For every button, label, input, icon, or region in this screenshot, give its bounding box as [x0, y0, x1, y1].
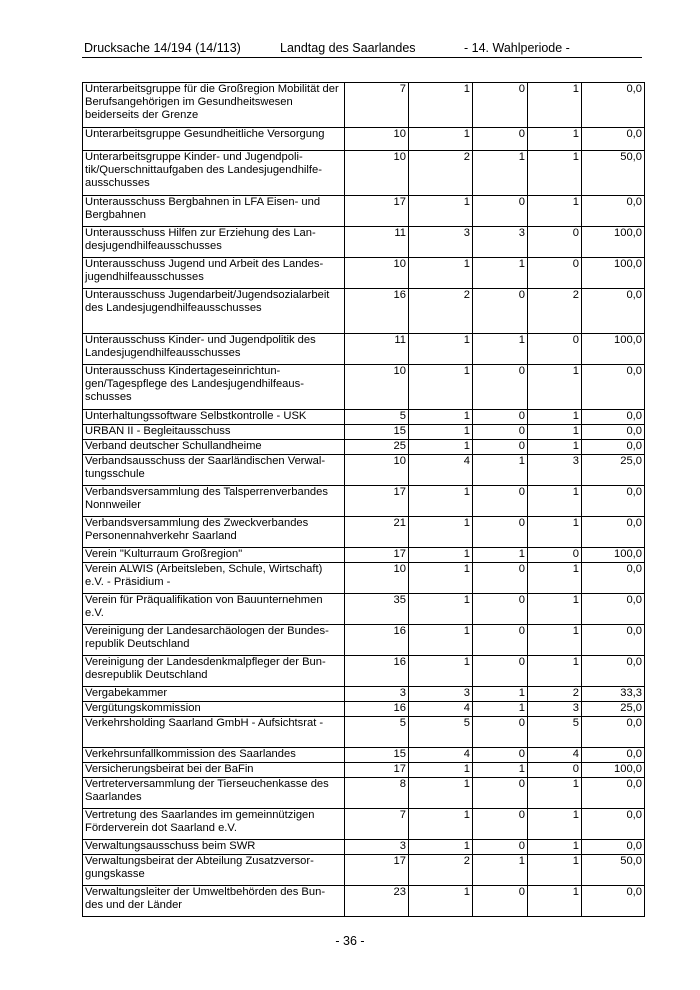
women-count-cell: 0 [473, 410, 528, 425]
body-name-cell: Unterarbeitsgruppe für die Großregion Mobilität der Berufsangehörigen im Gesundheitswesen beiderseits der Grenze [83, 83, 345, 128]
members-total-cell: 17 [345, 763, 409, 778]
members-state-cell: 1 [409, 128, 473, 151]
women-percent-cell: 0,0 [582, 128, 645, 151]
members-total-cell: 10 [345, 365, 409, 410]
table-row [83, 334, 645, 365]
members-state-cell: 1 [409, 365, 473, 410]
members-total-cell: 16 [345, 625, 409, 656]
body-name-cell: Verwaltungsausschuss beim SWR [83, 840, 345, 855]
header-parliament: Landtag des Saarlandes [280, 41, 416, 55]
members-state-cell: 1 [409, 778, 473, 809]
women-count-cell: 1 [473, 687, 528, 702]
members-state-cell: 2 [409, 855, 473, 886]
men-count-cell: 0 [528, 258, 582, 289]
women-count-cell: 0 [473, 563, 528, 594]
members-total-cell: 16 [345, 702, 409, 717]
members-total-cell: 3 [345, 687, 409, 702]
women-percent-cell: 0,0 [582, 425, 645, 440]
members-total-cell: 16 [345, 289, 409, 334]
body-name-cell: Vergütungskommission [83, 702, 345, 717]
women-percent-cell: 0,0 [582, 410, 645, 425]
members-state-cell: 1 [409, 258, 473, 289]
members-state-cell: 1 [409, 517, 473, 548]
body-name-cell: Verbandsausschuss der Saarländischen Verwal-tungsschule [83, 455, 345, 486]
body-name-cell: Verkehrsunfallkommission des Saarlandes [83, 748, 345, 763]
men-count-cell: 0 [528, 763, 582, 778]
women-count-cell: 0 [473, 840, 528, 855]
table-row [83, 440, 645, 455]
table-row [83, 748, 645, 763]
women-percent-cell: 0,0 [582, 594, 645, 625]
members-total-cell: 5 [345, 410, 409, 425]
members-total-cell: 17 [345, 548, 409, 563]
members-total-cell: 8 [345, 778, 409, 809]
members-state-cell: 1 [409, 425, 473, 440]
women-percent-cell: 25,0 [582, 455, 645, 486]
members-total-cell: 10 [345, 455, 409, 486]
body-name-cell: Verein ALWIS (Arbeitsleben, Schule, Wirtschaft) e.V. - Präsidium - [83, 563, 345, 594]
table-row [83, 855, 645, 886]
men-count-cell: 1 [528, 517, 582, 548]
table-row [83, 778, 645, 809]
table-row [83, 625, 645, 656]
women-count-cell: 0 [473, 486, 528, 517]
men-count-cell: 1 [528, 563, 582, 594]
men-count-cell: 1 [528, 128, 582, 151]
table-row [83, 809, 645, 840]
men-count-cell: 0 [528, 548, 582, 563]
men-count-cell: 1 [528, 151, 582, 196]
members-state-cell: 1 [409, 196, 473, 227]
table-row [83, 289, 645, 334]
men-count-cell: 3 [528, 702, 582, 717]
members-total-cell: 23 [345, 886, 409, 917]
members-total-cell: 3 [345, 840, 409, 855]
members-state-cell: 1 [409, 334, 473, 365]
body-name-cell: Verband deutscher Schullandheime [83, 440, 345, 455]
women-percent-cell: 0,0 [582, 289, 645, 334]
women-percent-cell: 100,0 [582, 227, 645, 258]
women-count-cell: 0 [473, 594, 528, 625]
men-count-cell: 1 [528, 778, 582, 809]
men-count-cell: 0 [528, 227, 582, 258]
women-percent-cell: 0,0 [582, 717, 645, 748]
members-total-cell: 10 [345, 258, 409, 289]
body-name-cell: Verwaltungsbeirat der Abteilung Zusatzversor-gungskasse [83, 855, 345, 886]
women-percent-cell: 0,0 [582, 517, 645, 548]
women-count-cell: 1 [473, 855, 528, 886]
body-name-cell: Unterarbeitsgruppe Gesundheitliche Versorgung [83, 128, 345, 151]
women-count-cell: 0 [473, 748, 528, 763]
body-name-cell: Unterausschuss Bergbahnen in LFA Eisen- und Bergbahnen [83, 196, 345, 227]
body-name-cell: Unterhaltungssoftware Selbstkontrolle - USK [83, 410, 345, 425]
table-row [83, 151, 645, 196]
men-count-cell: 1 [528, 196, 582, 227]
women-count-cell: 1 [473, 334, 528, 365]
women-percent-cell: 100,0 [582, 763, 645, 778]
table-row [83, 886, 645, 917]
women-percent-cell: 0,0 [582, 440, 645, 455]
table-row [83, 455, 645, 486]
women-count-cell: 3 [473, 227, 528, 258]
body-name-cell: Verein "Kulturraum Großregion" [83, 548, 345, 563]
members-state-cell: 1 [409, 563, 473, 594]
men-count-cell: 1 [528, 594, 582, 625]
men-count-cell: 1 [528, 886, 582, 917]
men-count-cell: 5 [528, 717, 582, 748]
header-legislative-period: - 14. Wahlperiode - [464, 41, 570, 55]
members-total-cell: 11 [345, 334, 409, 365]
women-count-cell: 1 [473, 258, 528, 289]
table-row [83, 687, 645, 702]
women-percent-cell: 50,0 [582, 151, 645, 196]
members-state-cell: 3 [409, 687, 473, 702]
women-percent-cell: 0,0 [582, 83, 645, 128]
table-row [83, 840, 645, 855]
body-name-cell: Vertreterversammlung der Tierseuchenkasse des Saarlandes [83, 778, 345, 809]
men-count-cell: 4 [528, 748, 582, 763]
members-state-cell: 1 [409, 763, 473, 778]
members-state-cell: 1 [409, 83, 473, 128]
men-count-cell: 1 [528, 365, 582, 410]
members-total-cell: 10 [345, 563, 409, 594]
members-total-cell: 11 [345, 227, 409, 258]
body-name-cell: Unterarbeitsgruppe Kinder- und Jugendpoli-tik/Querschnittaufgaben des Landesjugendhilfe-ausschusses [83, 151, 345, 196]
members-total-cell: 15 [345, 425, 409, 440]
committee-table [82, 82, 645, 917]
women-count-cell: 0 [473, 778, 528, 809]
women-percent-cell: 50,0 [582, 855, 645, 886]
page-header [82, 41, 642, 58]
women-percent-cell: 0,0 [582, 778, 645, 809]
members-state-cell: 2 [409, 289, 473, 334]
members-state-cell: 1 [409, 625, 473, 656]
table-row [83, 425, 645, 440]
body-name-cell: Vereinigung der Landesdenkmalpfleger der Bun-desrepublik Deutschland [83, 656, 345, 687]
men-count-cell: 1 [528, 440, 582, 455]
women-count-cell: 0 [473, 717, 528, 748]
women-count-cell: 0 [473, 365, 528, 410]
women-percent-cell: 25,0 [582, 702, 645, 717]
members-state-cell: 1 [409, 410, 473, 425]
women-percent-cell: 0,0 [582, 486, 645, 517]
table-row [83, 83, 645, 128]
members-state-cell: 1 [409, 809, 473, 840]
body-name-cell: Vereinigung der Landesarchäologen der Bundes-republik Deutschland [83, 625, 345, 656]
members-state-cell: 4 [409, 455, 473, 486]
body-name-cell: Unterausschuss Hilfen zur Erziehung des Lan-desjugendhilfeausschusses [83, 227, 345, 258]
body-name-cell: Vergabekammer [83, 687, 345, 702]
women-percent-cell: 100,0 [582, 258, 645, 289]
table-row [83, 227, 645, 258]
table-row [83, 258, 645, 289]
women-count-cell: 0 [473, 289, 528, 334]
members-total-cell: 16 [345, 656, 409, 687]
members-total-cell: 7 [345, 83, 409, 128]
body-name-cell: Unterausschuss Kindertageseinrichtun-gen/Tagespflege des Landesjugendhilfeaus-schusses [83, 365, 345, 410]
members-total-cell: 5 [345, 717, 409, 748]
men-count-cell: 1 [528, 625, 582, 656]
men-count-cell: 1 [528, 840, 582, 855]
members-total-cell: 21 [345, 517, 409, 548]
men-count-cell: 1 [528, 656, 582, 687]
men-count-cell: 2 [528, 687, 582, 702]
men-count-cell: 1 [528, 855, 582, 886]
women-count-cell: 0 [473, 128, 528, 151]
table-row [83, 548, 645, 563]
body-name-cell: Unterausschuss Jugendarbeit/Jugendsozialarbeit des Landesjugendhilfeausschusses [83, 289, 345, 334]
men-count-cell: 3 [528, 455, 582, 486]
women-count-cell: 0 [473, 809, 528, 840]
members-total-cell: 10 [345, 128, 409, 151]
body-name-cell: Vertretung des Saarlandes im gemeinnützigen Förderverein dot Saarland e.V. [83, 809, 345, 840]
table-row [83, 717, 645, 748]
women-percent-cell: 0,0 [582, 886, 645, 917]
header-document-number: Drucksache 14/194 (14/113) [84, 41, 241, 55]
women-count-cell: 0 [473, 886, 528, 917]
members-total-cell: 15 [345, 748, 409, 763]
members-total-cell: 17 [345, 486, 409, 517]
members-total-cell: 25 [345, 440, 409, 455]
table-row [83, 365, 645, 410]
members-total-cell: 7 [345, 809, 409, 840]
table-row [83, 196, 645, 227]
women-count-cell: 0 [473, 625, 528, 656]
men-count-cell: 1 [528, 809, 582, 840]
members-state-cell: 1 [409, 594, 473, 625]
women-count-cell: 0 [473, 196, 528, 227]
body-name-cell: Verwaltungsleiter der Umweltbehörden des Bun-des und der Länder [83, 886, 345, 917]
women-count-cell: 1 [473, 548, 528, 563]
women-count-cell: 0 [473, 517, 528, 548]
women-percent-cell: 0,0 [582, 840, 645, 855]
women-percent-cell: 0,0 [582, 748, 645, 763]
members-state-cell: 4 [409, 702, 473, 717]
members-total-cell: 35 [345, 594, 409, 625]
page-number: - 36 - [335, 934, 365, 948]
table-row [83, 410, 645, 425]
women-count-cell: 0 [473, 425, 528, 440]
body-name-cell: Verbandsversammlung des Zweckverbandes Personennahverkehr Saarland [83, 517, 345, 548]
women-count-cell: 0 [473, 83, 528, 128]
members-state-cell: 1 [409, 886, 473, 917]
body-name-cell: Verkehrsholding Saarland GmbH - Aufsichtsrat - [83, 717, 345, 748]
members-total-cell: 17 [345, 196, 409, 227]
body-name-cell: URBAN II - Begleitausschuss [83, 425, 345, 440]
women-count-cell: 1 [473, 455, 528, 486]
body-name-cell: Unterausschuss Jugend und Arbeit des Landes-jugendhilfeausschusses [83, 258, 345, 289]
women-count-cell: 1 [473, 151, 528, 196]
body-name-cell: Versicherungsbeirat bei der BaFin [83, 763, 345, 778]
members-state-cell: 1 [409, 486, 473, 517]
members-state-cell: 4 [409, 748, 473, 763]
members-total-cell: 17 [345, 855, 409, 886]
women-percent-cell: 33,3 [582, 687, 645, 702]
women-percent-cell: 0,0 [582, 563, 645, 594]
members-state-cell: 5 [409, 717, 473, 748]
members-state-cell: 1 [409, 656, 473, 687]
women-count-cell: 0 [473, 656, 528, 687]
table-row [83, 128, 645, 151]
women-percent-cell: 100,0 [582, 548, 645, 563]
members-state-cell: 2 [409, 151, 473, 196]
women-percent-cell: 0,0 [582, 656, 645, 687]
table-row [83, 594, 645, 625]
women-percent-cell: 0,0 [582, 625, 645, 656]
men-count-cell: 2 [528, 289, 582, 334]
table-row [83, 486, 645, 517]
members-total-cell: 10 [345, 151, 409, 196]
table-row [83, 702, 645, 717]
members-state-cell: 1 [409, 840, 473, 855]
body-name-cell: Verein für Präqualifikation von Bauunternehmen e.V. [83, 594, 345, 625]
women-percent-cell: 100,0 [582, 334, 645, 365]
men-count-cell: 0 [528, 334, 582, 365]
members-state-cell: 1 [409, 440, 473, 455]
women-count-cell: 1 [473, 702, 528, 717]
members-state-cell: 3 [409, 227, 473, 258]
members-state-cell: 1 [409, 548, 473, 563]
men-count-cell: 1 [528, 83, 582, 128]
table-row [83, 763, 645, 778]
men-count-cell: 1 [528, 425, 582, 440]
men-count-cell: 1 [528, 410, 582, 425]
body-name-cell: Unterausschuss Kinder- und Jugendpolitik des Landesjugendhilfeausschusses [83, 334, 345, 365]
women-percent-cell: 0,0 [582, 196, 645, 227]
table-row [83, 656, 645, 687]
table-row [83, 517, 645, 548]
table-row [83, 563, 645, 594]
women-count-cell: 0 [473, 440, 528, 455]
women-percent-cell: 0,0 [582, 365, 645, 410]
women-percent-cell: 0,0 [582, 809, 645, 840]
men-count-cell: 1 [528, 486, 582, 517]
body-name-cell: Verbandsversammlung des Talsperrenverbandes Nonnweiler [83, 486, 345, 517]
women-count-cell: 1 [473, 763, 528, 778]
